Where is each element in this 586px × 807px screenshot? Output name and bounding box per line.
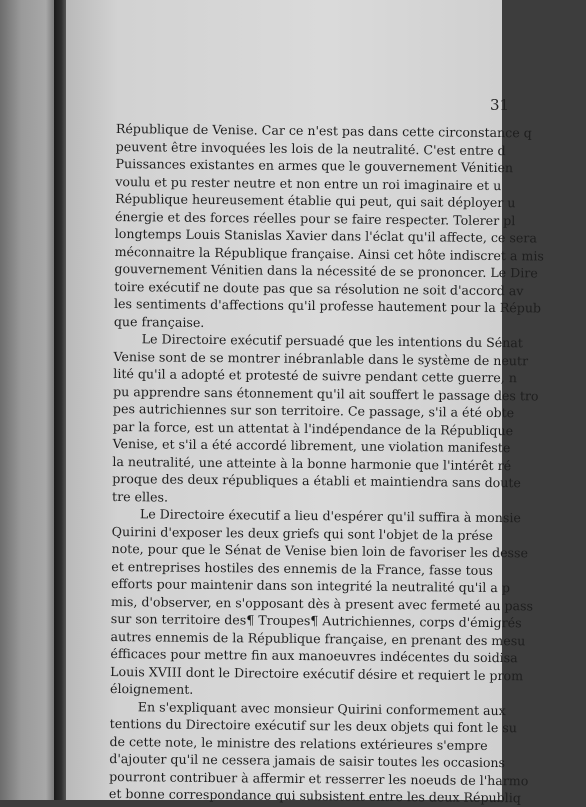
text-line: tre elles. [111,488,169,505]
text-line: République de Venise. Car ce n'est pas dans cette circonstance q [115,120,532,141]
text-line: pu apprendre sans étonnement qu'il ait souffert le passage des tro [113,383,539,403]
text-line: Venise, et s'il a été accordé librement, une violation manifeste [112,435,511,456]
text-line: Le Directoire éxecutif a lieu d'espérer qu'il suffira à monsie [139,506,521,526]
text-line: proque des deux républiques a établi et maintiendra sans doute [112,470,521,491]
text-line: mis, d'observer, en s'opposant dès à present avec fermeté au pass [110,593,534,613]
text-line: et bonne correspondance qui subsistent entre les deux Républiq [108,785,521,806]
text-line: sur son territoire des¶ Troupes¶ Autrichiennes, corps d'émigrés [110,610,522,631]
text-line: Puissances existantes en armes que le gouvernement Vénitien [115,155,514,176]
text-line: méconnaitre la République française. Ainsi cet hôte indiscret a mis [114,243,544,263]
text-line: énergie et des forces réelles pour se faire respecter. Tolerer pl [114,208,516,228]
text-line: efforts pour maintenir dans son integrité la neutralité qu'il a p [111,575,511,596]
right-page [66,0,544,806]
book-gutter [54,0,66,800]
paragraph-3 [110,505,582,702]
text-line: toire exécutif ne doute pas que sa résolution ne soit d'accord av [114,278,524,298]
text-line: peuvent être invoquées les lois de la neutralité. C'est entre d [115,138,506,158]
text-line: les sentiments d'affections qu'il professe hautement pour la Répub [113,295,542,316]
text-line: par la force, est un attentat à l'indépendance de la République [112,418,514,438]
text-line: de cette note, le ministre des relations extérieures s'empre [109,733,488,753]
text-line: longtemps Louis Stanislas Xavier dans l'éclat qu'il affecte, ce sera [114,225,537,246]
text-line: En s'expliquant avec monsieur Quirini conformement aux [137,698,506,718]
text-line: voulu et pu rester neutre et non entre un roi imaginaire et u [115,173,502,193]
text-line: pes autrichiennes sur son territoire. Ce passage, s'il a été obte [112,400,515,421]
page-number: 31 [490,96,510,114]
text-line: Venise sont de se montrer inébranlable dans le système de neutr [113,348,529,368]
paragraph-4 [109,697,580,807]
text-line: autres ennemis de la République française, en prenant des mesu [110,628,526,648]
text-line: République heureusement établie qui peut, qui sait déployer u [115,190,516,211]
paragraph-1 [114,120,586,335]
text-line: la neutralité, une atteinte à la bonne harmonie que l'intérêt ré [112,453,512,473]
text-line: que française. [113,313,205,330]
text-line: Louis XVIII dont le Directoire exécutif désire et requiert le prom [110,663,524,683]
text-line: pourront contribuer à affermir et resserrer les noeuds de l'harmo [109,768,529,788]
text-line: note, pour que le Sénat de Venise bien loin de favoriser les desse [111,540,529,561]
text-line: Le Directoire exécutif persuadé que les intentions du Sénat [141,331,523,351]
text-line: éfficaces pour mettre fin aux manoeuvres indécentes du soidisa [110,645,518,666]
text-line: d'ajouter qu'il ne cessera jamais de saisir toutes les occasions [109,750,506,771]
text-line: tentions du Directoire exécutif sur les deux objets qui font le su [109,715,518,736]
paragraph-2 [112,330,584,510]
text-line: lité qu'il a adopté et protesté de suivre pendant cette guerre, n [113,365,517,386]
left-page-edge [0,0,54,800]
text-line: Quirini d'exposer les deux griefs qui sont l'objet de la prése [111,523,493,543]
text-line: et entreprises hostiles des ennemis de la France, fasse tous [111,558,493,578]
text-body [109,120,586,807]
text-line: éloignement. [109,680,194,697]
text-line: gouvernement Vénitien dans la nécessité de se prononcer. Le Dire [114,260,538,281]
